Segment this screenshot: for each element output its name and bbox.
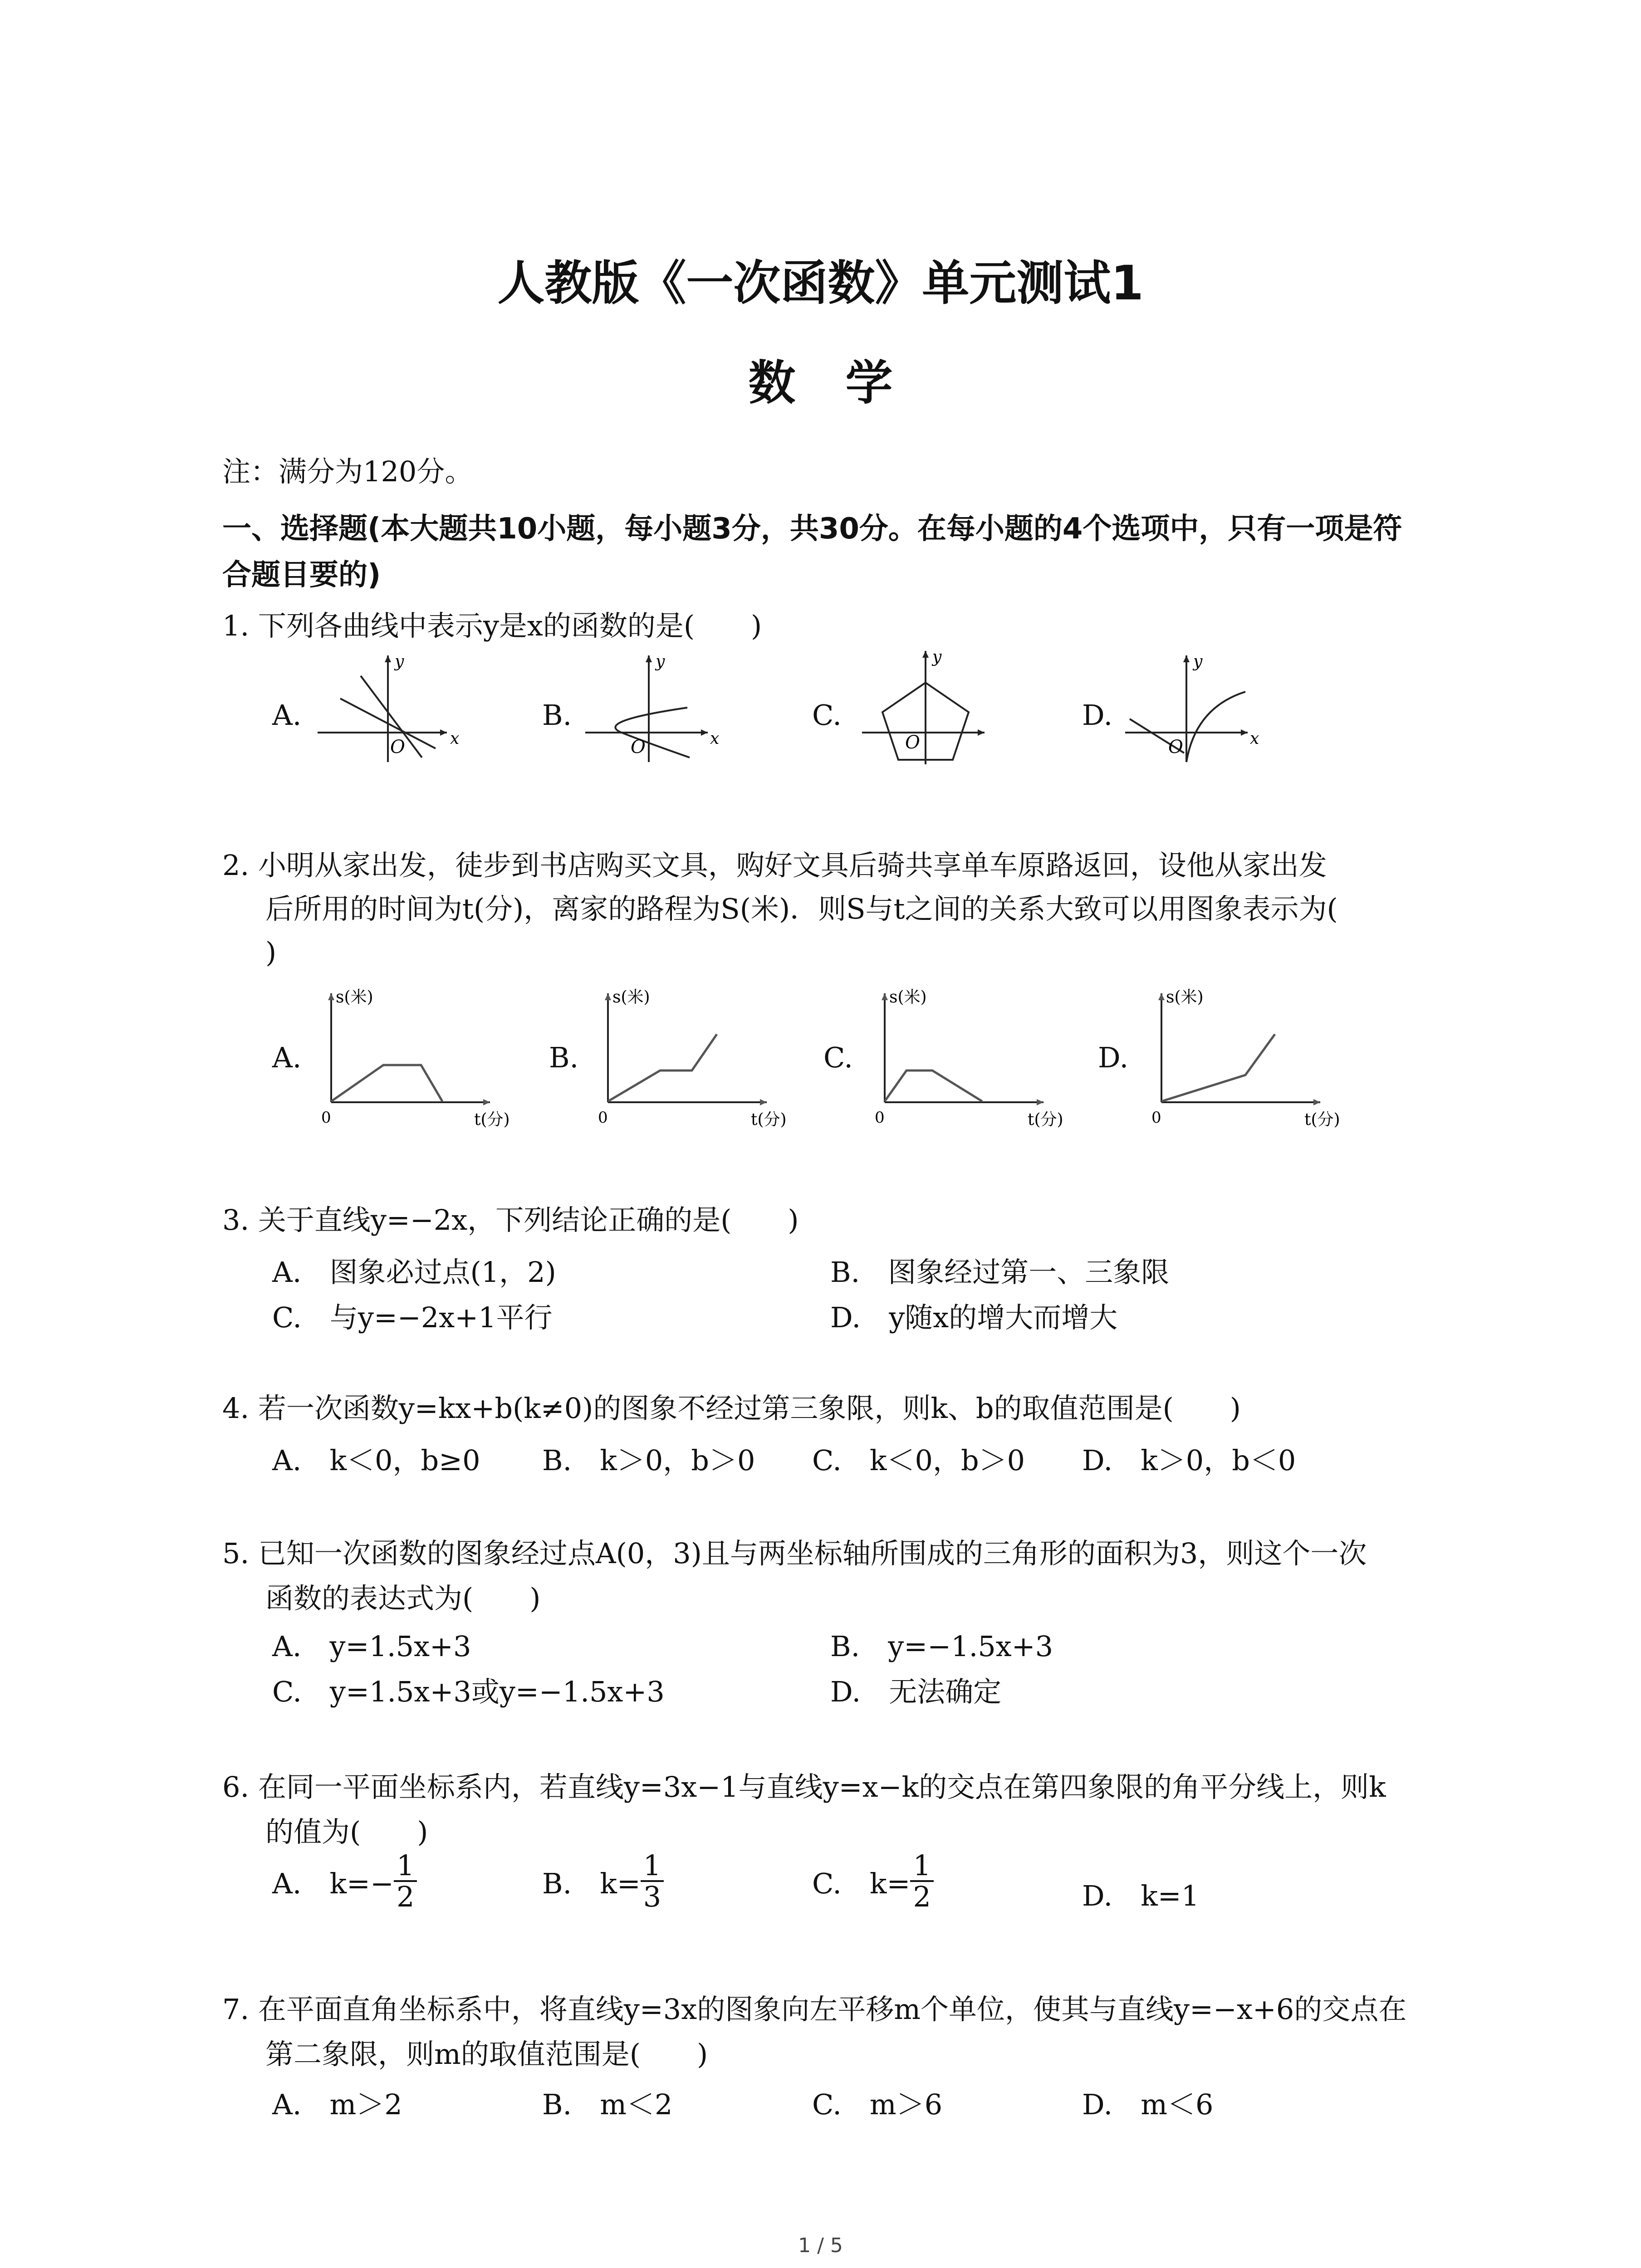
y-axis-arrow (922, 651, 929, 658)
q6-option-c (812, 1849, 934, 1914)
q5-option-b: B. y=−1.5x+3 (830, 1630, 1053, 1663)
t-axis-label: t(分) (1304, 1110, 1340, 1129)
x-axis-label: x (450, 729, 460, 748)
q2-stem-line2: 后所用的时间为t(分)，离家的路程为S(米)．则S与t之间的关系大致可以用图象表示为( (265, 892, 1338, 926)
t-axis-label: t(分) (1028, 1110, 1063, 1129)
y-axis-label: y (932, 648, 942, 666)
q1-option-b-label: B. (542, 699, 572, 732)
q4-stem: 4. 若一次函数y=kx+b(k≠0)的图象不经过第三象限，则k、b的取值范围是( ) (222, 1392, 1241, 1425)
q2-graph-a (318, 980, 531, 1134)
q7-stem-line1: 7. 在平面直角坐标系中，将直线y=3x的图象向左平移m个单位，使其与直线y=−x+6的交点在 (222, 1993, 1407, 2026)
q7-option-d: D. m＜6 (1082, 2088, 1214, 2121)
q5-stem (222, 1531, 1367, 1621)
fraction-numerator: 1 (910, 1851, 933, 1882)
s-axis-arrow (605, 993, 611, 1000)
origin-label: 0 (598, 1109, 608, 1127)
q1-option-a-label: A. (272, 699, 302, 732)
q6-option-b-fraction (641, 1849, 664, 1914)
document-title: 人教版《一次函数》单元测试1 (497, 255, 1144, 311)
q6-option-b (542, 1849, 664, 1914)
y-axis-label: y (395, 652, 404, 671)
q3-option-b: B. 图象经过第一、三象限 (830, 1256, 1170, 1289)
q2-stem (222, 844, 1338, 974)
y-axis-arrow (1183, 655, 1190, 662)
graph-line (1161, 1034, 1275, 1101)
q5-stem-line1: 5. 已知一次函数的图象经过点A(0，3)且与两坐标轴所围成的三角形的面积为3，则这个一次 (222, 1537, 1367, 1570)
fraction-denominator: 3 (643, 1880, 661, 1914)
x-axis-arrow (978, 729, 985, 736)
q2-graph-b (594, 980, 808, 1134)
q6-option-a-label: A. k=− (272, 1867, 394, 1900)
q7-option-c: C. m＞6 (812, 2088, 943, 2121)
y-axis-arrow (385, 655, 391, 662)
t-axis-arrow (483, 1099, 490, 1105)
origin-label: O (1168, 737, 1183, 758)
q1-graph-a (318, 649, 467, 767)
q1-graph-c (855, 644, 1005, 771)
q1-stem: 1. 下列各曲线中表示y是x的函数的是( ) (222, 609, 762, 642)
s-axis-label: s(米) (889, 988, 927, 1007)
section-heading-line1: 一、选择题(本大题共10小题，每小题3分，共30分。在每小题的4个选项中，只有一项是符 (222, 512, 1402, 546)
document-subtitle: 数学 (748, 355, 943, 411)
q2-stem-line3: ) (265, 936, 277, 969)
fraction-denominator: 2 (396, 1880, 415, 1914)
curve-branch (1186, 692, 1245, 762)
q1-graph-d (1125, 649, 1275, 767)
fraction-numerator: 1 (394, 1851, 417, 1882)
q7-option-a: A. m＞2 (272, 2088, 402, 2121)
y-axis-label: y (656, 652, 665, 671)
t-axis-label: t(分) (751, 1110, 787, 1129)
graph-line (608, 1034, 717, 1101)
s-axis-label: s(米) (1166, 988, 1204, 1007)
origin-label: 0 (321, 1109, 331, 1127)
x-axis-label: x (1250, 729, 1259, 748)
t-axis-arrow (760, 1099, 767, 1105)
q4-option-b: B. k＞0，b＞0 (542, 1444, 755, 1477)
q7-option-b: B. m＜2 (542, 2088, 673, 2121)
q2-stem-line1: 2. 小明从家出发，徒步到书店购买文具，购好文具后骑共享单车原路返回，设他从家出发 (222, 849, 1327, 882)
section-heading-line2: 合题目要的) (222, 558, 381, 592)
q1-option-d-label: D. (1082, 699, 1113, 732)
q5-option-d: D. 无法确定 (830, 1675, 1002, 1708)
t-axis-arrow (1037, 1099, 1043, 1105)
q5-option-a: A. y=1.5x+3 (272, 1630, 471, 1663)
q6-option-d: D. k=1 (1082, 1879, 1200, 1912)
q5-option-c: C. y=1.5x+3或y=−1.5x+3 (272, 1675, 665, 1708)
q6-stem-line1: 6. 在同一平面坐标系内，若直线y=3x−1与直线y=x−k的交点在第四象限的角平分线上，则k (222, 1770, 1386, 1804)
t-axis-arrow (1313, 1099, 1320, 1105)
q2-option-c-label: C. (823, 1041, 853, 1074)
q1-option-c-label: C. (812, 699, 842, 732)
q3-option-d: D. y随x的增大而增大 (830, 1301, 1118, 1334)
q1-graph-b (585, 649, 735, 767)
q2-graph-d (1148, 980, 1361, 1134)
y-axis-label: y (1193, 652, 1203, 671)
q3-stem: 3. 关于直线y=−2x，下列结论正确的是( ) (222, 1203, 799, 1237)
x-axis-arrow (1241, 729, 1248, 736)
s-axis-arrow (328, 993, 334, 1000)
q6-option-b-label: B. k= (542, 1867, 641, 1900)
origin-label: O (390, 737, 405, 758)
x-axis-arrow (440, 729, 447, 736)
s-axis-arrow (882, 993, 888, 1000)
t-axis-label: t(分) (474, 1110, 510, 1129)
score-note: 注：满分为120分。 (222, 455, 473, 488)
q6-stem-line2: 的值为( ) (265, 1815, 428, 1849)
q2-option-b-label: B. (549, 1041, 579, 1074)
origin-label: 0 (1151, 1109, 1161, 1127)
q2-option-a-label: A. (272, 1041, 302, 1074)
page-number: 1 / 5 (798, 2234, 843, 2257)
x-axis-arrow (701, 729, 708, 736)
q6-stem (222, 1765, 1386, 1854)
q3-option-c: C. 与y=−2x+1平行 (272, 1301, 553, 1334)
y-axis-arrow (646, 655, 652, 662)
s-axis-arrow (1158, 993, 1165, 1000)
q3-option-a: A. 图象必过点(1，2) (272, 1256, 556, 1289)
s-axis-label: s(米) (336, 988, 373, 1007)
origin-label: 0 (875, 1109, 885, 1127)
graph-line (331, 1065, 442, 1101)
q5-stem-line2: 函数的表达式为( ) (265, 1582, 541, 1615)
q4-option-a: A. k＜0，b≥0 (272, 1444, 480, 1477)
s-axis-label: s(米) (612, 988, 650, 1007)
origin-label: O (905, 732, 920, 753)
graph-line (885, 1070, 982, 1101)
q6-option-a-fraction (394, 1849, 417, 1914)
fraction-numerator: 1 (641, 1851, 664, 1882)
q2-graph-c (871, 980, 1084, 1134)
q4-option-c: C. k＜0，b＞0 (812, 1444, 1025, 1477)
q7-stem-line2: 第二象限，则m的取值范围是( ) (265, 2038, 708, 2071)
x-axis-label: x (710, 729, 720, 748)
q6-option-c-fraction (910, 1849, 933, 1914)
q7-stem (222, 1987, 1406, 2077)
q4-option-d: D. k＞0，b＜0 (1082, 1444, 1296, 1477)
origin-label: O (631, 737, 646, 758)
q6-option-a (272, 1849, 417, 1914)
q2-option-d-label: D. (1098, 1041, 1129, 1074)
section-heading (222, 506, 1402, 599)
q6-option-c-label: C. k= (812, 1867, 911, 1900)
fraction-denominator: 2 (913, 1880, 931, 1914)
